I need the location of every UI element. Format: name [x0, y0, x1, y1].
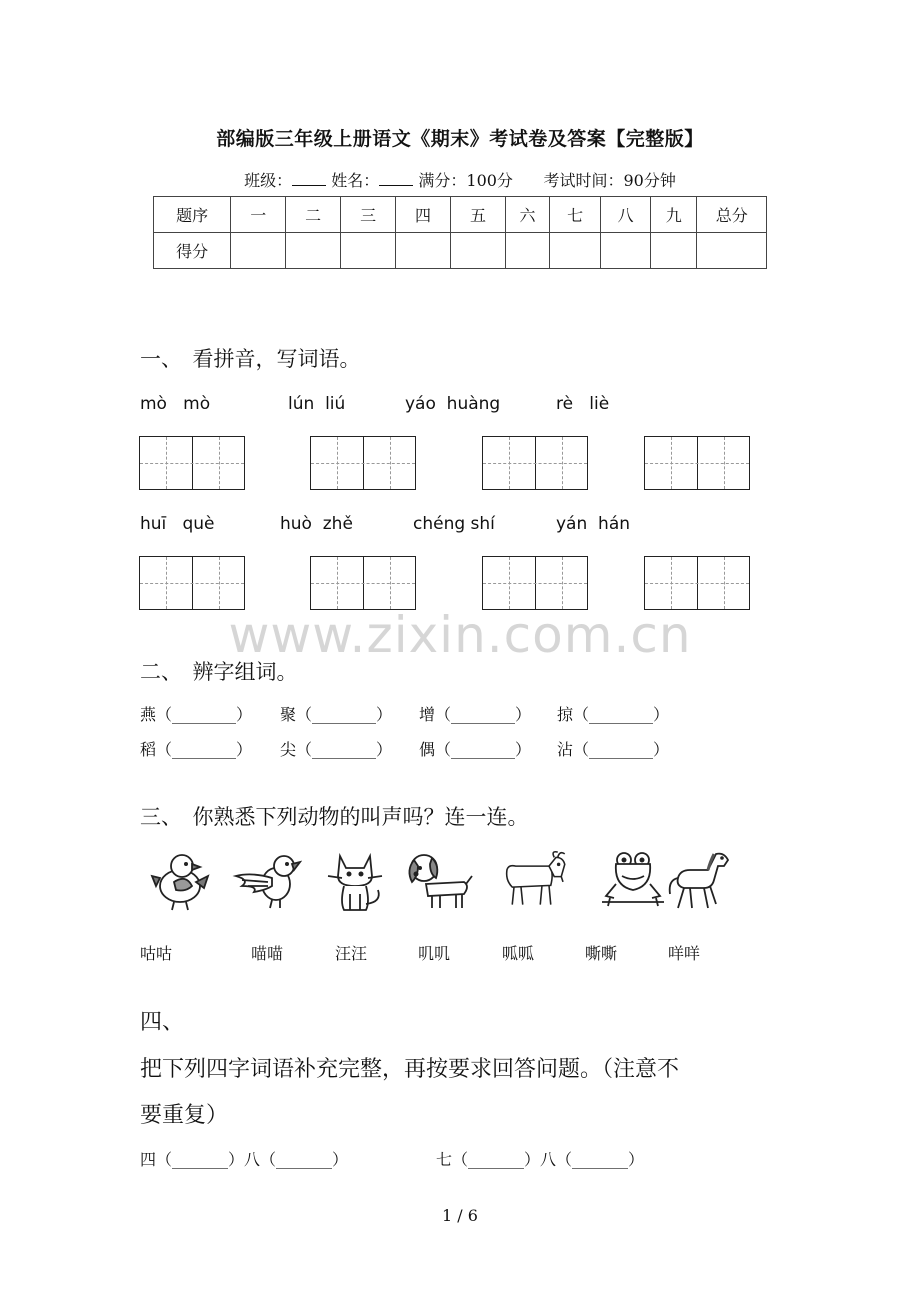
cat-icon	[320, 846, 390, 916]
word-blank[interactable]: 掠（________）	[557, 705, 670, 724]
pinyin-label: yáo huàng	[405, 394, 501, 414]
score-cell[interactable]	[651, 233, 697, 269]
idiom-blank[interactable]: 四（_______）八（_______）	[140, 1150, 349, 1169]
score-table-score-row	[154, 233, 767, 269]
word-blank[interactable]: 稻（________）	[140, 740, 253, 759]
table-header-cell: 一	[231, 197, 286, 233]
section1-heading: 一、 看拼音，写词语。	[140, 347, 361, 371]
pinyin-label: mò mò	[140, 394, 211, 414]
table-header-cell: 总分	[697, 197, 767, 233]
pinyin-label: rè liè	[556, 394, 610, 414]
word-blank[interactable]: 沾（________）	[557, 740, 670, 759]
word-blank[interactable]: 尖（________）	[280, 740, 393, 759]
pinyin-label: chéng shí	[413, 514, 495, 534]
idiom-blank[interactable]: 七（_______）八（_______）	[436, 1150, 645, 1169]
writing-grid[interactable]	[310, 556, 416, 610]
writing-grid[interactable]	[482, 436, 588, 490]
pinyin-label: yán hán	[556, 514, 631, 534]
score-cell[interactable]	[550, 233, 601, 269]
word-blank[interactable]: 偶（________）	[419, 740, 532, 759]
section4-instruction: 把下列四字词语补充完整，再按要求回答问题。（注意不	[140, 1057, 680, 1082]
score-cell[interactable]	[697, 233, 767, 269]
table-header-cell: 三	[341, 197, 396, 233]
section3-heading: 三、 你熟悉下列动物的叫声吗？连一连。	[140, 805, 529, 829]
score-label: 得分	[154, 233, 231, 269]
sound-label[interactable]: 咕咕	[140, 944, 173, 963]
writing-grid[interactable]	[310, 436, 416, 490]
goat-icon	[500, 846, 570, 916]
sound-label[interactable]: 喵喵	[251, 944, 284, 963]
pinyin-label: lún liú	[288, 394, 346, 414]
word-blank[interactable]: 增（________）	[419, 705, 532, 724]
writing-grid[interactable]	[482, 556, 588, 610]
horse-icon	[664, 846, 734, 916]
pinyin-label: huī què	[140, 514, 215, 534]
name-blank[interactable]	[379, 171, 413, 186]
word-blank[interactable]: 聚（________）	[280, 705, 393, 724]
section4-heading: 四、	[140, 1010, 185, 1035]
bird-icon	[232, 846, 302, 916]
score-cell[interactable]	[341, 233, 396, 269]
table-header-cell: 题序	[154, 197, 231, 233]
class-blank[interactable]	[292, 171, 326, 186]
score-cell[interactable]	[601, 233, 651, 269]
page-number: 1 / 6	[442, 1206, 478, 1225]
page-title: 部编版三年级上册语文《期末》考试卷及答案【完整版】	[216, 128, 704, 150]
exam-time: 考试时间：90分钟	[543, 171, 676, 190]
name-label: 姓名：	[331, 171, 380, 190]
score-table	[153, 196, 767, 269]
table-header-cell: 二	[286, 197, 341, 233]
chick-icon	[146, 846, 216, 916]
pinyin-label: huò zhě	[280, 514, 353, 534]
full-score: 满分：100分	[418, 171, 513, 190]
frog-icon	[600, 846, 670, 916]
score-cell[interactable]	[231, 233, 286, 269]
sound-label[interactable]: 呱呱	[502, 944, 535, 963]
table-header-cell: 七	[550, 197, 601, 233]
table-header-cell: 九	[651, 197, 697, 233]
sound-label[interactable]: 嘶嘶	[585, 944, 618, 963]
score-cell[interactable]	[505, 233, 549, 269]
exam-info	[0, 168, 920, 191]
writing-grid[interactable]	[139, 436, 245, 490]
dog-icon	[404, 846, 474, 916]
score-table-header-row	[154, 197, 767, 233]
score-cell[interactable]	[286, 233, 341, 269]
table-header-cell: 五	[450, 197, 505, 233]
sound-label[interactable]: 叽叽	[418, 944, 451, 963]
score-cell[interactable]	[396, 233, 451, 269]
table-header-cell: 六	[505, 197, 549, 233]
table-header-cell: 四	[396, 197, 451, 233]
section2-heading: 二、 辨字组词。	[140, 660, 298, 684]
word-blank[interactable]: 燕（________）	[140, 705, 253, 724]
table-header-cell: 八	[601, 197, 651, 233]
section4-instruction-cont: 要重复）	[140, 1103, 229, 1128]
watermark: www.zixin.com.cn	[228, 606, 692, 664]
writing-grid[interactable]	[644, 436, 750, 490]
score-cell[interactable]	[450, 233, 505, 269]
writing-grid[interactable]	[139, 556, 245, 610]
sound-label[interactable]: 汪汪	[335, 944, 368, 963]
sound-label[interactable]: 咩咩	[668, 944, 701, 963]
class-label: 班级：	[244, 171, 293, 190]
writing-grid[interactable]	[644, 556, 750, 610]
